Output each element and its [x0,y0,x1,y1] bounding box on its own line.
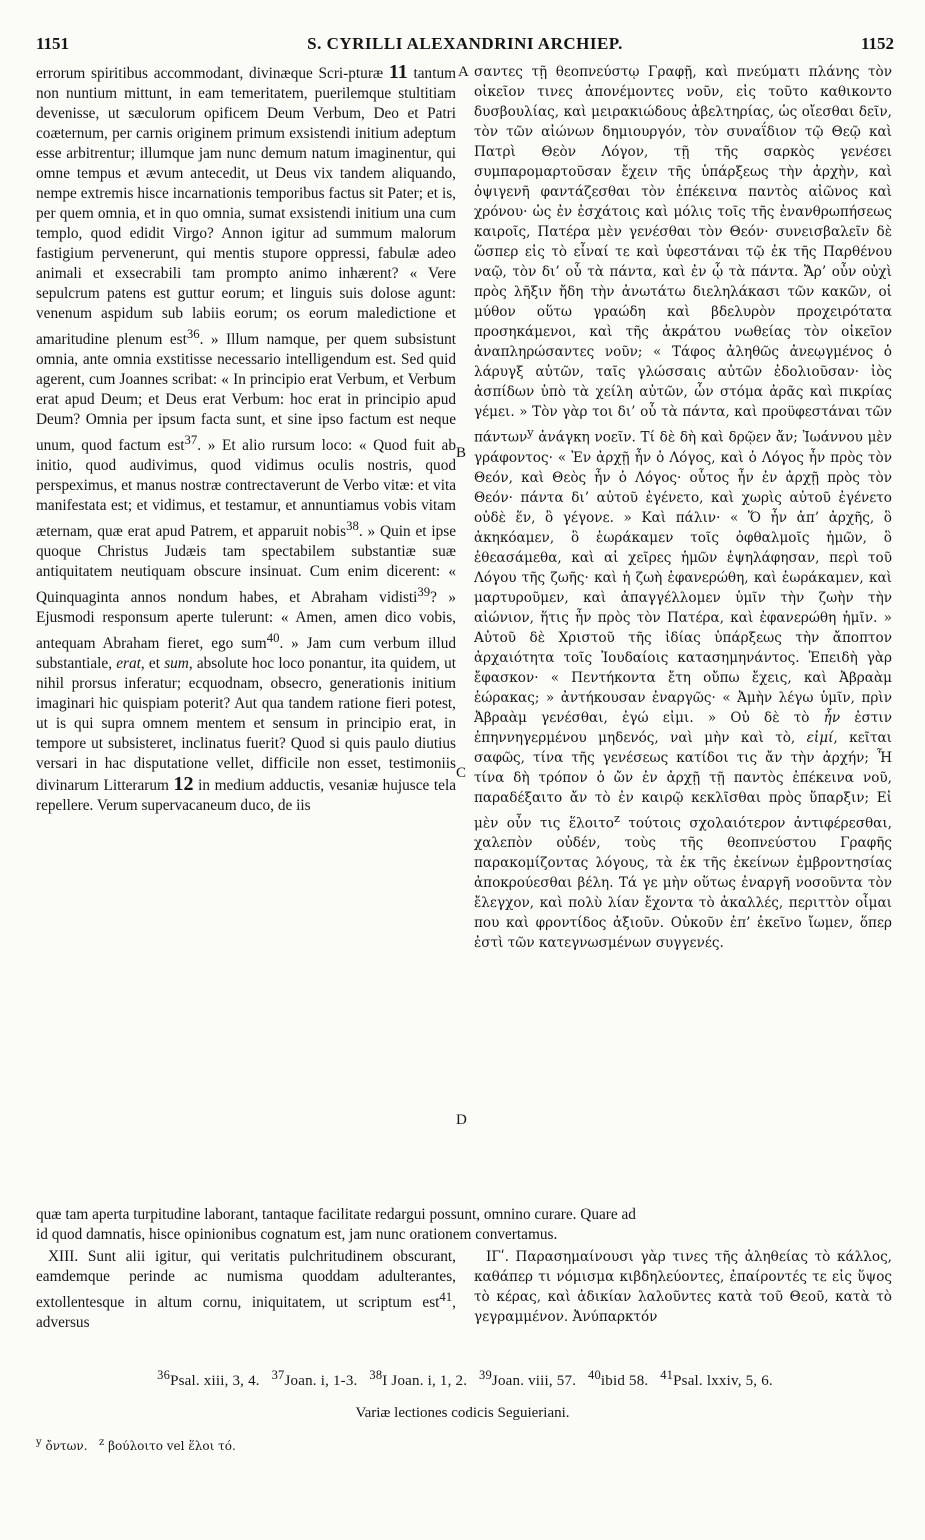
footnote-40: ibid 58. [600,1373,649,1389]
variant-ref-z: z [613,810,620,825]
variant-z: βούλοιτο vel ἕλοι τό. [108,1439,236,1453]
footnote-ref-38: 38 [346,519,359,534]
variant-letter-y: y [36,1437,42,1448]
variant-letter-z: z [99,1437,105,1448]
footnote-number: 40 [588,1368,601,1382]
footnotes [36,1368,894,1390]
footnote-number: 39 [479,1368,492,1382]
margin-marker-c: C [456,765,467,781]
latin-text: . » Illum namque, per quem subsistunt omnia, ante omnia exstitisse necessario intelligendum est. Sed quid agerent, cum Joannes scribat: « In principio erat Verbum, et Verbum erat apud Deum; et Deus erat Verbum: hoc erat in principio apud Deum? Omnia per ipsum facta sunt, et sine ipso factum est neque unum, quod factum est [36,331,456,455]
footnote-ref-40: 40 [266,631,280,646]
footnote-36: Psal. xiii, 3, 4. [170,1373,260,1389]
latin-text: errorum spiritibus accommodant, divinæque Scri-pturæ [36,65,389,82]
column-number-12: 12 [173,773,194,796]
column-number-11: 11 [388,61,408,83]
footnote-38: I Joan. i, 1, 2. [382,1373,468,1389]
footnote-number: 41 [660,1368,674,1382]
greek-text: σαντες τῇ θεοπνεύστῳ Γραφῇ, καὶ πνεύματι πλάνης τὸν οἰκεῖον τινες ἀπονέμοντες νοῦν, εἰς τοῦτο καθικοντο δυσβουλίας, καὶ μειρακιώδους ἀβελτηρίας, ὡς οἴεσθαι δεῖν, τὸν τῶν αἰώνων δημιουργόν, τὸν συναΐδιον τῷ Θεῷ καὶ Πατρὶ Θεὸν Λόγον, τῇ τῆς σαρκὸς γενέσει συμπαρομαρτοῦσαν ἔχειν τῆς ὑπάρξεως τὴν ἀρχὴν, καὶ ὀψιγενῆ φαντάζεσθαι τὸν ἐπέκεινα παντὸς αἰῶνος καὶ χρόνου· ὡς ἐν ἐσχάτοις καὶ μόλις τοῖς τῆς ἐνανθρωπήσεως καιροῖς, Πατέρα μὲν γενέσθαι τὸν Θεόν· συνεισβαλεῖν δὲ ὥσπερ εἰς τὸ εἶναί τε καὶ ὑφεστάναι τῷ ἐκ τῆς Παρθένου ναῷ, τὸν δι’ οὗ τὰ πάντα, καὶ ἐν ᾧ τὰ πάντα. Ἄρ’ οὖν οὐχὶ πρὸς λῆξιν ἤδη τὴν ἀνωτάτω διεληλάκασι τῶν κακῶν, οἱ μύθον οὕτω γραώδη καὶ βδελυρὸν προχειρότατα προσηκάμενοι, καὶ τῆς ἀκράτου νωθείας τὸν οἰκεῖον ἀναπληρώσαντες νοῦν; « Τάφος ἀληθῶς ἀνεῳγμένος ὁ λάρυγξ αὐτῶν, ταῖς γλώσσαις αὐτῶν ἐδολιοῦσαν· ἰὸς ἀσπίδων ὑπὸ τὰ χείλη αὐτῶν, ὧν στόμα ἀρᾶς καὶ πικρίας γέμει. » Τὸν γὰρ τοι δι’ οὗ τὰ πάντα, καὶ προϋφεστάναι τῶν πάντων [474,64,892,446]
variant-y: ὄντων. [45,1439,88,1453]
margin-marker-d: D [456,1112,467,1128]
footnote-number: 36 [157,1368,171,1382]
latin-text: . » Quin et ipse quoque Christus Judæis tam spectabilem substantiæ suæ antiquitatem neutiquam obscure insinuat. Cum enim dicerent: « Quinquaginta annos nondum habes, et Abraham vidisti [36,523,457,607]
greek-text: , κεῖται σαφῶς, τίνα τῆς γενέσεως κατίδοι τις ἄν τὴν ἀρχήν; Ἦ τίνα δὴ τρόπον ὁ ὤν ἐν ἀρχῇ τῇ παντὸς ἐπέκεινα νοῦ, παραδέξαιτο ἄν τὸ ἐν καιρῷ κεκλῖσθαι πρὸς ὕπαρξιν; Εἰ μὲν οὖν τις ἕλοιτο [474,729,892,832]
greek-word-eimi: εἰμί [806,729,834,746]
footnote-ref-41: 41 [439,1290,453,1304]
latin-column [36,62,456,816]
footnote-number: 38 [369,1368,383,1382]
variae-lectiones-heading: Variæ lectiones codicis Seguieriani. [355,1405,570,1421]
latin-text: . » Et alio rursum loco: « Quod fuit ab initio, quod audivimus, quod vidimus oculis nostris, quod perspeximus, et manus nostræ contrectaverunt de Verbo vitæ: et vita manifestata est; et vidimus, et testamur, et annuntiamus vobis vitam æternam, quæ erat apud Patrem, et apparuit nobis [36,437,456,541]
spanning-line-1: quæ tam aperta turpitudine laborant, tantaque facilitate redargui possunt, omnino curare. Quare ad [36,1206,636,1223]
latin-text: . » Jam cum verbum illud substantiale, [36,635,456,673]
margin-marker-b: B [456,445,467,461]
latin-text: in medium adductis, vesaniæ hujusce tela repellere. Verum supervacaneum duco, de iis [36,777,456,815]
footnote-number: 37 [271,1368,285,1382]
latin-word-erat: erat [116,655,141,673]
page-number-left: 1151 [36,34,70,53]
running-title: S. CYRILLI ALEXANDRINI ARCHIEP. [307,34,623,53]
footnote-37: Joan. i, 1-3. [284,1373,358,1389]
latin-text: XIII. Sunt alii igitur, qui veritatis pulchritudinem obscurant, eamdemque perinde ac numisma quoddam adulterantes, extollentesque in altum cornu, iniquitatem, ut scriptum est [36,1248,456,1312]
page-header [36,34,894,58]
greek-text: ἐστιν ἐπηννηγερμένου μηδενός, ναὶ μὴν καὶ τὸ, [474,709,893,746]
latin-text: , adversus [36,1294,456,1332]
footnote-41: Psal. lxxiv, 5, 6. [673,1373,773,1389]
greek-word-hn: ἦν [823,709,841,726]
greek-paragraph-13: ΙΓʹ. Παρασημαίνουσι γὰρ τινες τῆς ἀληθείας τὸ κάλλος, καθάπερ τι νόμισμα κιβδηλεύοντες, ἐπαίροντές τε εἰς ὕψος τὸ κέρας, καὶ ἀδικίαν λαλοῦντες κατὰ τοῦ Θεοῦ, κατὰ τὸ γεγραμμένον. Ἀνύπαρκτόν [474,1249,892,1325]
latin-word-sum: sum [164,655,189,673]
greek-section-13 [474,1247,892,1327]
latin-section-xiii [36,1247,456,1333]
footnote-ref-36: 36 [186,327,200,341]
footnote-ref-37: 37 [184,433,198,448]
latin-text: ? » Ejusmodi responsum aperte tulerunt: « Amen, amen dico vobis, antequam Abraham fieret, ego sum [36,589,456,653]
spanning-line-2: id quod damnatis, hisce opinionibus cognatum est, jam nunc orationem convertamus. [36,1226,558,1243]
spanning-lines [36,1205,894,1245]
greek-text: ἀνάγκη νοεῖν. Τί δὲ δὴ καὶ δρῷεν ἄν; Ἰωάννου μὲν γράφοντος· « Ἐν ἀρχῇ ἦν ὁ Λόγος, καὶ ὁ Λόγος ἦν πρὸς τὸν Θεόν, καὶ Θεὸς ἦν ὁ Λόγος· οὗτος ἦν ἐν ἀρχῇ πρὸς τὸν Θεόν· πάντα δι’ αὐτοῦ ἐγένετο, καὶ χωρὶς αὐτοῦ ἐγένετο οὐδὲ ἕν, ὃ γέγονε. » Καὶ πάλιν· « Ὅ ἦν ἀπ’ ἀρχῆς, ὃ ἀκηκόαμεν, ὃ ἑωράκαμεν τοῖς ὀφθαλμοῖς ἡμῶν, ὃ ἐθεασάμεθα, καὶ αἱ χεῖρες ἡμῶν ἐψηλάφησαν, περὶ τοῦ Λόγου τῆς ζωῆς· καὶ ἡ ζωὴ ἐφανερώθη, καὶ ἑωράκαμεν, καὶ μαρτυροῦμεν, καὶ ἀπαγγέλλομεν ὑμῖν τὴν ζωὴν τὴν αἰώνιον, ἥτις ἦν πρὸς τὸν Πατέρα, καὶ ἐφανερώθη ἡμῖν. » Αὐτοῦ δὲ Χριστοῦ τῆς ἰδίας ὑπάρξεως τὴν ἄποπτον ἀρχαιότητα τοῖς Ἰουδαίοις κατασημηνάντος. Ἐπειδὴ γὰρ ἔφασκον· « Πεντήκοντα ἔτη οὔπω ἔχεις, καὶ Ἀβραὰμ ἑώρακας; » ἀντήκουσαν ἐναργῶς· « Ἀμὴν λέγω ὑμῖν, πρὶν Ἀβραὰμ γενέσθαι, ἐγώ εἰμι. » Οὐ δὲ τὸ [474,429,892,726]
latin-text: , absolute hoc loco ponantur, ita quidem, ut nihil prorsus inferatur; ecquodnam, obsecro, generationis initium imaginari hic quispiam poterit? Aut qua tandem ratione fieri potest, ut is qui supra omnem mentem et sensum in principio erat, in tempore ut subsisteret, inclinatus fuerit? Quod si quis paulo diutius versari in hac disputatione vellet, difficile non esset, testimoniis divinarum Litterarum [36,655,456,795]
greek-paragraph [474,62,892,953]
page-number-right: 1152 [860,34,894,53]
variant-notes [36,1437,236,1453]
greek-text: τούτοις σχολαιότερον ἀντιφέρεσθαι, χαλεπὸν οὐδέν, τοὺς τῆς θεοπνεύστου Γραφῆς παρακομίζοντας λόγους, τὰ ἐκ τῆς ἐκείνων ἐμβροντησίας ἀποκρούεσθαι βέλη. Τά γε μὴν οὕτως ἐναργῆ νοσοῦντα τὸν ἔλεγχον, καὶ πολὺ λίαν ἔχοντα τὸ ἀκαλλές, περιττὸν οἶμαι που καὶ φροντίδος ἀξιοῦν. Οὐκοῦν ἐπ’ ἐκεῖνο ἴωμεν, ὅπερ ἐστὶ τῶν κατεγνωσμένων συγγενές. [474,815,892,952]
variant-ref-y: y [527,425,534,439]
latin-paragraph-xiii [36,1247,456,1333]
margin-marker-a: A [458,64,469,80]
latin-paragraph [36,62,456,816]
greek-column [474,62,892,953]
latin-text: tantum non nuntium mittunt, in eam temeritatem, puerilemque stultitiam devenisse, ut sæculorum opificem Deum Verbum, Deo et Patri coæternum, per carnis originem primum exsistendi initium adeptum esse arbitrentur; illumque jam nunc demum natum imaginentur, qui omne tempus et ævum antecedit, ut Deus vix tandem aliquando, nempe extremis hisce incarnationis temporibus factus sit Pater; et is, per quem omnia, et in quo omnia, sumat exsistendi initium una cum templo, quod edidit Virgo? Annon igitur ad summum malorum fastigium pervenerunt, qui mentis stupore oppressi, fabulæ adeo animali et exsecrabili tam prompto animo inhærent? « Vere sepulcrum patens est guttur eorum; et linguis suis dolose agunt: venenum aspidum sub labiis eorum; os eorum maledictione et amaritudine plenum est [36,65,456,349]
footnote-39: Joan. viii, 57. [491,1373,577,1389]
latin-text: , et [140,655,165,673]
footnote-ref-39: 39 [417,585,431,600]
